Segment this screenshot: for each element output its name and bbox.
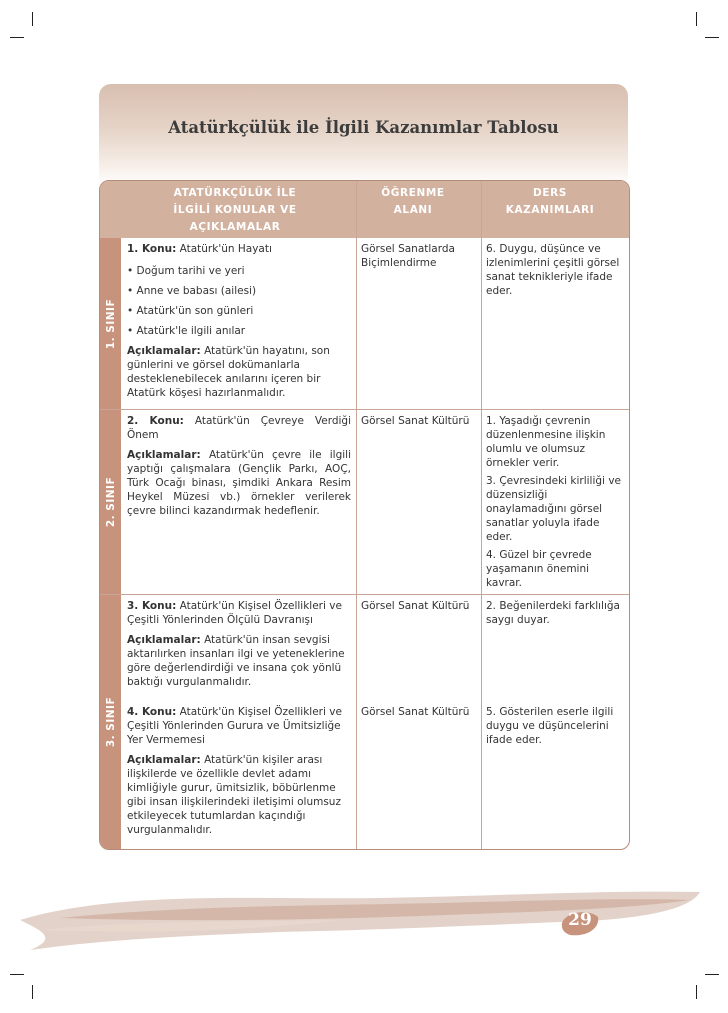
crop-mark	[705, 974, 719, 975]
grade-2-area: Görsel Sanat Kültürü	[361, 415, 470, 427]
grade-2-outcomes	[486, 414, 624, 590]
crop-mark	[32, 12, 33, 26]
crop-mark	[696, 985, 697, 999]
grade-3-topic-3: 3. Konu: Atatürk'ün Kişisel Özellikleri ve Çeşitli Yönlerinden Ölçülü Davranışı Açıklamalar: Atatürk'ün insan sevgisi aktarılırken insanları ilgi ve yeteneklerine göre değerlendirdiği ve insana çok yönlü baktığı vurgulanmalıdır.	[127, 600, 345, 688]
grade-2-topic: 2. Konu: Atatürk'ün Çevreye Verdiği Önem Açıklamalar: Atatürk'ün çevre ile ilgili yaptığı çalışmalara (Gençlik Parkı, AOÇ, Türk Ocağı binası, şimdiki Ankara Resim Heykel Müzesi vb.) örnekler verilerek çevre bilinci kazandırmak hedeflenir.	[127, 415, 352, 517]
header-topics: ATATÜRKÇÜLÜK İLE İLGİLİ KONULAR VE AÇIKLAMALAR	[173, 187, 297, 233]
grade-3-area-3: Görsel Sanat Kültürü	[361, 600, 470, 612]
crop-mark	[696, 12, 697, 26]
grade-1-outcome: 6. Duygu, düşünce ve izlenimlerini çeşitli görsel sanat teknikleriyle ifade eder.	[486, 243, 620, 297]
row-divider	[100, 409, 629, 410]
column-divider	[356, 181, 357, 849]
crop-mark	[10, 37, 24, 38]
header-outcomes: DERS KAZANIMLARI	[505, 187, 595, 216]
list-item: • Doğum tarihi ve yeri	[127, 264, 351, 278]
column-divider	[481, 181, 482, 849]
row-divider	[100, 594, 629, 595]
crop-mark	[705, 37, 719, 38]
outcome-item: 1. Yaşadığı çevrenin düzenlenmesine ilişkin olumlu ve olumsuz örnekler verir.	[486, 415, 606, 469]
header-area: ÖĞRENME ALANI	[381, 187, 445, 216]
outcome-item: 4. Güzel bir çevrede yaşamanın önemini kavrar.	[486, 549, 592, 589]
grade-3-topic-4: 4. Konu: Atatürk'ün Kişisel Özellikleri ve Çeşitli Yönlerinden Gurura ve Ümitsizliğe Yer Vermemesi Açıklamalar: Atatürk'ün kişiler arası ilişkilerde ve özellikle devlet adamı kimliğiyle gurur, ümitsizlik, böbürlenme gibi insan ilişkilerindeki iletişimi olumsuz etkileyecek tutumlardan kaçındığı vurgulanmalıdır.	[127, 706, 342, 836]
grade-1-label: 1. SINIF	[100, 238, 121, 409]
grade-3-outcome-4: 5. Gösterilen eserle ilgili duygu ve düşüncelerini ifade eder.	[486, 706, 614, 746]
grade-1-topic: 1. Konu: Atatürk'ün Hayatı • Doğum tarihi ve yeri • Anne ve babası (ailesi) • Atatürk'ün son günleri • Atatürk'le ilgili anılar Açıklamalar: Atatürk'ün hayatını, son günlerini ve görsel dokümanlarla desteklenebilecek anılarını içeren bir Atatürk köşesi hazırlanmalıdır.	[127, 242, 351, 400]
brush-stroke-decoration	[0, 860, 728, 970]
crop-mark	[10, 974, 24, 975]
grade-1-area: Görsel Sanatlarda Biçimlendirme	[361, 243, 455, 269]
grade-3-label: 3. SINIF	[100, 595, 121, 849]
outcome-item: 3. Çevresindeki kirliliği ve düzensizliği onaylamadığını görsel sanatlar yoluyla ifade eder.	[486, 475, 621, 543]
page-title: Atatürkçülük ile İlgili Kazanımlar Tablosu	[168, 118, 559, 137]
crop-mark	[32, 985, 33, 999]
list-item: • Anne ve babası (ailesi)	[127, 284, 351, 298]
table-header	[100, 181, 629, 238]
page-number: 29	[568, 910, 592, 930]
list-item: • Atatürk'ün son günleri	[127, 304, 351, 318]
grade-2-label: 2. SINIF	[100, 410, 121, 594]
grade-3-outcome-3: 2. Beğenilerdeki farklılığa saygı duyar.	[486, 600, 620, 626]
outcomes-table	[99, 180, 630, 850]
grade-3-area-4: Görsel Sanat Kültürü	[361, 706, 470, 718]
list-item: • Atatürk'le ilgili anılar	[127, 324, 351, 338]
